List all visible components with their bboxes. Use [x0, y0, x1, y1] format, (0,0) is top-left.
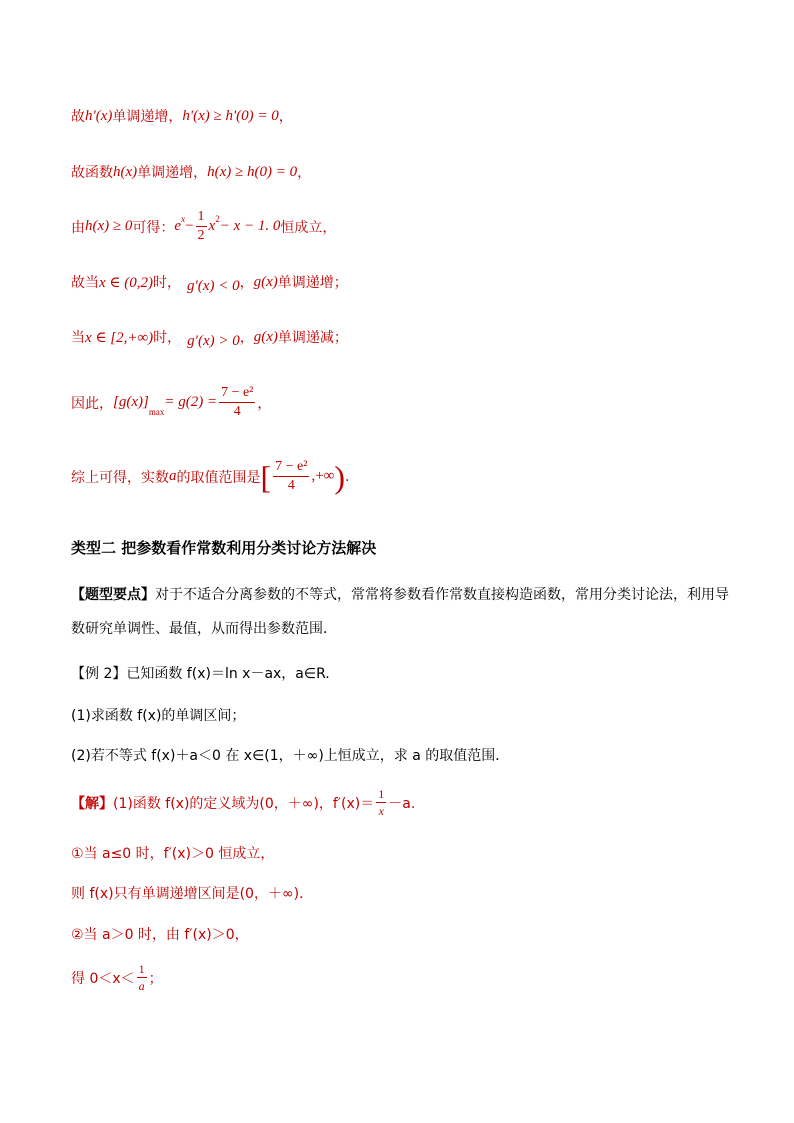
math-expression: h(x)	[113, 163, 138, 180]
text: 故	[71, 109, 85, 125]
question-2: (2)若不等式 f(x)＋a＜0 在 x∈(1，＋∞)上恒成立，求 a 的取值范围．	[71, 748, 510, 764]
fraction-denominator: 4	[233, 404, 241, 419]
tip-text: 对于不适合分离参数的不等式，常常将参数看作常数直接构造函数，常用分类讨论法，利用导数研究单调性、最值，从而得出参数范围．	[71, 587, 729, 637]
math-expression: = g(2) =	[164, 394, 218, 410]
math-expression: x ∈ (0,2)	[99, 274, 154, 291]
superscript: x	[181, 213, 186, 224]
math-expression: ,+∞	[311, 468, 335, 484]
text: 因此，	[71, 395, 113, 412]
fraction	[273, 460, 309, 493]
math-expression: h(x) ≥ h(0) = 0	[207, 163, 298, 180]
right-paren: )	[334, 458, 346, 495]
text: 单调递增，	[137, 165, 208, 181]
text: ，	[278, 109, 293, 125]
text: ；	[148, 970, 163, 987]
solution-line-4	[71, 272, 348, 292]
math-expression: h'(x)	[85, 107, 113, 124]
fraction-denominator: 2	[197, 228, 205, 243]
math-expression: e	[174, 218, 182, 234]
math-expression: h(x) ≥ 0	[85, 218, 133, 234]
solution-step-2: 则 f(x)只有单调递增区间是(0，＋∞)．	[71, 886, 314, 902]
fraction-numerator: 1	[138, 962, 145, 976]
solution-line-3	[71, 210, 336, 243]
text: 可得：	[132, 219, 175, 236]
fraction-denominator: 4	[287, 478, 295, 493]
fraction	[219, 386, 255, 419]
text: 时，	[153, 275, 182, 291]
solution-text: (1)函数 f(x)的定义域为(0，＋∞)，f′(x)＝	[113, 795, 375, 812]
solution-step-3: ②当 a＞0 时，由 f′(x)＞0，	[71, 927, 249, 943]
text: ，	[297, 165, 312, 181]
question-1: (1)求函数 f(x)的单调区间；	[71, 708, 246, 724]
text: ，	[239, 330, 254, 346]
subscript: max	[148, 406, 165, 417]
text: 故函数	[71, 165, 113, 181]
solution-label: 【解】	[71, 795, 113, 812]
fraction-numerator: 7 − e²	[219, 386, 255, 403]
section-heading: 类型二 把参数看作常数利用分类讨论方法解决	[71, 539, 377, 557]
fraction-denominator: x	[378, 804, 384, 818]
math-expression: −	[185, 218, 194, 234]
fraction-numerator: 1	[196, 210, 207, 227]
fraction	[196, 210, 207, 243]
solution-step-1: ①当 a≤0 时，f′(x)＞0 恒成立，	[71, 846, 275, 862]
text: 单调递增；	[277, 275, 348, 291]
fraction-numerator: 7 − e²	[273, 460, 309, 477]
text: .	[345, 468, 350, 485]
left-bracket: [	[260, 458, 272, 495]
text: 恒成立，	[280, 219, 337, 236]
text: 的取值范围是	[176, 469, 261, 486]
fraction-denominator: a	[138, 979, 145, 993]
solution-line-6	[71, 386, 271, 419]
example-label: 【例 2】	[71, 666, 127, 682]
math-expression: g′(x) < 0	[187, 277, 240, 294]
text: 综上可得，实数	[71, 469, 169, 486]
text: 单调递增，	[112, 109, 183, 125]
math-expression: a	[169, 468, 177, 484]
text: 由	[71, 219, 85, 236]
text: ，	[239, 275, 254, 291]
text: 时，	[153, 330, 182, 346]
tip-label: 【题型要点】	[71, 587, 155, 603]
fraction	[137, 963, 147, 992]
solution-line-7	[71, 460, 349, 493]
solution-line-5	[71, 327, 348, 347]
text: 故当	[71, 275, 99, 291]
text: 当	[71, 330, 85, 346]
text: 单调递减；	[277, 330, 348, 346]
superscript: 2	[215, 213, 220, 224]
math-expression: h'(x) ≥ h'(0) = 0	[182, 107, 279, 124]
solution-step-4	[71, 963, 163, 992]
solution-line-1	[71, 106, 293, 126]
math-expression: x ∈ [2,+∞)	[85, 329, 154, 346]
fraction-numerator: 1	[378, 787, 385, 801]
math-expression: x	[208, 218, 216, 234]
tip-paragraph	[71, 578, 731, 646]
math-expression: g(x)	[253, 328, 278, 345]
math-expression: g(x)	[253, 273, 278, 290]
solution-text: －a.	[388, 795, 416, 812]
fraction	[376, 788, 386, 817]
text: 得 0＜x＜	[71, 970, 135, 987]
math-expression: g′(x) > 0	[187, 332, 240, 349]
math-expression: − x − 1. 0	[219, 218, 281, 234]
solution-start	[71, 788, 415, 817]
solution-line-2	[71, 162, 311, 182]
math-expression: [g(x)]	[113, 394, 149, 410]
text: ，	[257, 395, 272, 412]
example-text: 已知函数 f(x)＝ln x－ax，a∈R.	[126, 666, 330, 682]
example-line	[71, 663, 330, 683]
